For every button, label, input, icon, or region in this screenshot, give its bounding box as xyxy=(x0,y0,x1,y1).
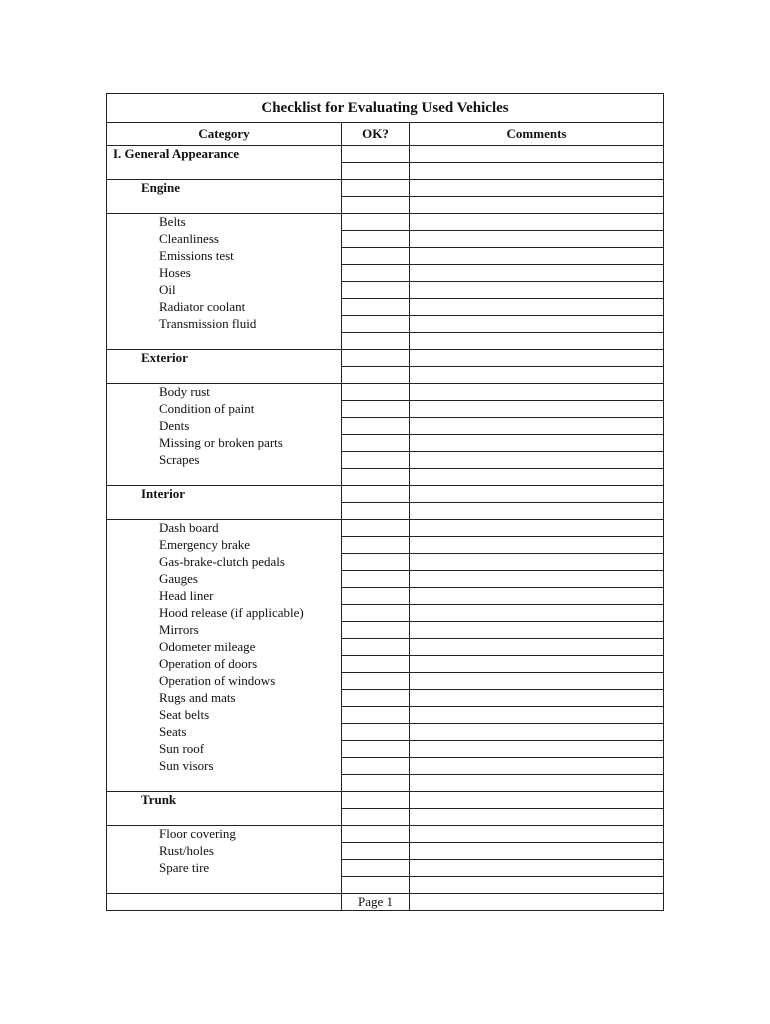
comments-cell[interactable] xyxy=(410,214,664,231)
table-row xyxy=(107,418,664,435)
table-row xyxy=(107,163,664,180)
comments-cell[interactable] xyxy=(410,826,664,843)
ok-cell[interactable] xyxy=(342,401,410,418)
header-category: Category xyxy=(107,123,342,146)
category-cell: Sun visors xyxy=(107,758,342,775)
table-row xyxy=(107,741,664,758)
table-row xyxy=(107,214,664,231)
page-number: Page 1 xyxy=(342,894,410,911)
table-row xyxy=(107,401,664,418)
ok-cell[interactable] xyxy=(342,384,410,401)
table-row xyxy=(107,265,664,282)
table-row xyxy=(107,707,664,724)
ok-cell[interactable] xyxy=(342,418,410,435)
ok-cell[interactable] xyxy=(342,231,410,248)
table-row xyxy=(107,367,664,384)
ok-cell[interactable] xyxy=(342,792,410,809)
comments-cell[interactable] xyxy=(410,843,664,860)
ok-cell[interactable] xyxy=(342,843,410,860)
table-row xyxy=(107,197,664,214)
comments-cell[interactable] xyxy=(410,503,664,520)
footer-blank-cell xyxy=(107,894,342,911)
footer-row xyxy=(107,894,664,911)
table-row xyxy=(107,656,664,673)
ok-cell[interactable] xyxy=(342,503,410,520)
category-cell xyxy=(107,469,342,486)
comments-cell[interactable] xyxy=(410,792,664,809)
ok-cell[interactable] xyxy=(342,741,410,758)
ok-cell[interactable] xyxy=(342,265,410,282)
table-row xyxy=(107,537,664,554)
category-cell: Interior xyxy=(107,486,342,503)
ok-cell[interactable] xyxy=(342,775,410,792)
ok-cell[interactable] xyxy=(342,350,410,367)
category-cell: Condition of paint xyxy=(107,401,342,418)
comments-cell[interactable] xyxy=(410,316,664,333)
ok-cell[interactable] xyxy=(342,299,410,316)
table-row xyxy=(107,792,664,809)
category-cell: Emergency brake xyxy=(107,537,342,554)
comments-cell[interactable] xyxy=(410,367,664,384)
comments-cell[interactable] xyxy=(410,775,664,792)
table-row xyxy=(107,282,664,299)
table-row xyxy=(107,809,664,826)
category-cell: Body rust xyxy=(107,384,342,401)
ok-cell[interactable] xyxy=(342,435,410,452)
category-cell xyxy=(107,809,342,826)
category-cell: Trunk xyxy=(107,792,342,809)
table-row xyxy=(107,724,664,741)
ok-cell[interactable] xyxy=(342,639,410,656)
category-cell: Missing or broken parts xyxy=(107,435,342,452)
table-row xyxy=(107,639,664,656)
category-cell: Hoses xyxy=(107,265,342,282)
ok-cell[interactable] xyxy=(342,571,410,588)
table-row xyxy=(107,605,664,622)
table-row xyxy=(107,299,664,316)
category-cell: Emissions test xyxy=(107,248,342,265)
header-comments: Comments xyxy=(410,123,664,146)
category-cell: Odometer mileage xyxy=(107,639,342,656)
ok-cell[interactable] xyxy=(342,520,410,537)
ok-cell[interactable] xyxy=(342,826,410,843)
ok-cell[interactable] xyxy=(342,214,410,231)
table-row xyxy=(107,384,664,401)
table-row xyxy=(107,826,664,843)
ok-cell[interactable] xyxy=(342,622,410,639)
ok-cell[interactable] xyxy=(342,367,410,384)
comments-cell[interactable] xyxy=(410,724,664,741)
checklist-sheet xyxy=(106,93,664,911)
comments-cell[interactable] xyxy=(410,520,664,537)
table-row xyxy=(107,180,664,197)
ok-cell[interactable] xyxy=(342,486,410,503)
category-cell: Operation of windows xyxy=(107,673,342,690)
comments-cell[interactable] xyxy=(410,877,664,894)
category-cell: Mirrors xyxy=(107,622,342,639)
ok-cell[interactable] xyxy=(342,316,410,333)
comments-cell[interactable] xyxy=(410,809,664,826)
ok-cell[interactable] xyxy=(342,248,410,265)
ok-cell[interactable] xyxy=(342,333,410,350)
comments-cell[interactable] xyxy=(410,673,664,690)
comments-cell[interactable] xyxy=(410,486,664,503)
comments-cell[interactable] xyxy=(410,350,664,367)
ok-cell[interactable] xyxy=(342,690,410,707)
comments-cell[interactable] xyxy=(410,758,664,775)
comments-cell[interactable] xyxy=(410,180,664,197)
ok-cell[interactable] xyxy=(342,469,410,486)
category-cell: Belts xyxy=(107,214,342,231)
category-cell: Operation of doors xyxy=(107,656,342,673)
ok-cell[interactable] xyxy=(342,673,410,690)
header-row xyxy=(107,123,664,146)
table-row xyxy=(107,231,664,248)
category-cell: Seat belts xyxy=(107,707,342,724)
comments-cell[interactable] xyxy=(410,656,664,673)
category-cell: Seats xyxy=(107,724,342,741)
ok-cell[interactable] xyxy=(342,605,410,622)
table-row xyxy=(107,588,664,605)
ok-cell[interactable] xyxy=(342,554,410,571)
comments-cell[interactable] xyxy=(410,401,664,418)
ok-cell[interactable] xyxy=(342,180,410,197)
table-row xyxy=(107,843,664,860)
ok-cell[interactable] xyxy=(342,877,410,894)
comments-cell[interactable] xyxy=(410,265,664,282)
ok-cell[interactable] xyxy=(342,163,410,180)
category-cell: Dents xyxy=(107,418,342,435)
category-cell xyxy=(107,333,342,350)
ok-cell[interactable] xyxy=(342,197,410,214)
ok-cell[interactable] xyxy=(342,452,410,469)
comments-cell[interactable] xyxy=(410,231,664,248)
comments-cell[interactable] xyxy=(410,639,664,656)
category-cell: Floor covering xyxy=(107,826,342,843)
table-row xyxy=(107,316,664,333)
table-row xyxy=(107,469,664,486)
table-row xyxy=(107,435,664,452)
category-cell xyxy=(107,503,342,520)
comments-cell[interactable] xyxy=(410,690,664,707)
category-cell: Oil xyxy=(107,282,342,299)
checklist-table xyxy=(106,122,664,911)
ok-cell[interactable] xyxy=(342,656,410,673)
ok-cell[interactable] xyxy=(342,537,410,554)
table-row xyxy=(107,520,664,537)
table-row xyxy=(107,690,664,707)
footer-comments-cell xyxy=(410,894,664,911)
category-cell: Scrapes xyxy=(107,452,342,469)
comments-cell[interactable] xyxy=(410,622,664,639)
ok-cell[interactable] xyxy=(342,809,410,826)
category-cell: Gas-brake-clutch pedals xyxy=(107,554,342,571)
table-row xyxy=(107,571,664,588)
category-cell: Cleanliness xyxy=(107,231,342,248)
table-row xyxy=(107,503,664,520)
category-cell: Rugs and mats xyxy=(107,690,342,707)
comments-cell[interactable] xyxy=(410,860,664,877)
comments-cell[interactable] xyxy=(410,146,664,163)
category-cell: Transmission fluid xyxy=(107,316,342,333)
comments-cell[interactable] xyxy=(410,299,664,316)
table-row xyxy=(107,350,664,367)
table-row xyxy=(107,877,664,894)
comments-cell[interactable] xyxy=(410,435,664,452)
table-row xyxy=(107,452,664,469)
category-cell: Exterior xyxy=(107,350,342,367)
ok-cell[interactable] xyxy=(342,146,410,163)
comments-cell[interactable] xyxy=(410,197,664,214)
category-cell: Engine xyxy=(107,180,342,197)
category-cell: I. General Appearance xyxy=(107,146,342,163)
category-cell: Gauges xyxy=(107,571,342,588)
comments-cell[interactable] xyxy=(410,248,664,265)
comments-cell[interactable] xyxy=(410,418,664,435)
category-cell xyxy=(107,775,342,792)
table-row xyxy=(107,775,664,792)
comments-cell[interactable] xyxy=(410,605,664,622)
comments-cell[interactable] xyxy=(410,588,664,605)
comments-cell[interactable] xyxy=(410,163,664,180)
table-row xyxy=(107,554,664,571)
comments-cell[interactable] xyxy=(410,554,664,571)
category-cell xyxy=(107,877,342,894)
category-cell xyxy=(107,197,342,214)
ok-cell[interactable] xyxy=(342,707,410,724)
header-ok: OK? xyxy=(342,123,410,146)
comments-cell[interactable] xyxy=(410,282,664,299)
table-row xyxy=(107,248,664,265)
category-cell xyxy=(107,367,342,384)
category-cell: Rust/holes xyxy=(107,843,342,860)
table-row xyxy=(107,146,664,163)
category-cell: Spare tire xyxy=(107,860,342,877)
category-cell: Dash board xyxy=(107,520,342,537)
table-row xyxy=(107,758,664,775)
comments-cell[interactable] xyxy=(410,571,664,588)
ok-cell[interactable] xyxy=(342,724,410,741)
category-cell: Hood release (if applicable) xyxy=(107,605,342,622)
comments-cell[interactable] xyxy=(410,452,664,469)
category-cell xyxy=(107,163,342,180)
sheet-title: Checklist for Evaluating Used Vehicles xyxy=(106,93,664,122)
table-row xyxy=(107,673,664,690)
comments-cell[interactable] xyxy=(410,469,664,486)
comments-cell[interactable] xyxy=(410,384,664,401)
ok-cell[interactable] xyxy=(342,282,410,299)
ok-cell[interactable] xyxy=(342,588,410,605)
category-cell: Sun roof xyxy=(107,741,342,758)
comments-cell[interactable] xyxy=(410,741,664,758)
table-row xyxy=(107,486,664,503)
table-row xyxy=(107,333,664,350)
comments-cell[interactable] xyxy=(410,333,664,350)
category-cell: Head liner xyxy=(107,588,342,605)
comments-cell[interactable] xyxy=(410,707,664,724)
table-row xyxy=(107,622,664,639)
ok-cell[interactable] xyxy=(342,860,410,877)
ok-cell[interactable] xyxy=(342,758,410,775)
category-cell: Radiator coolant xyxy=(107,299,342,316)
table-row xyxy=(107,860,664,877)
comments-cell[interactable] xyxy=(410,537,664,554)
